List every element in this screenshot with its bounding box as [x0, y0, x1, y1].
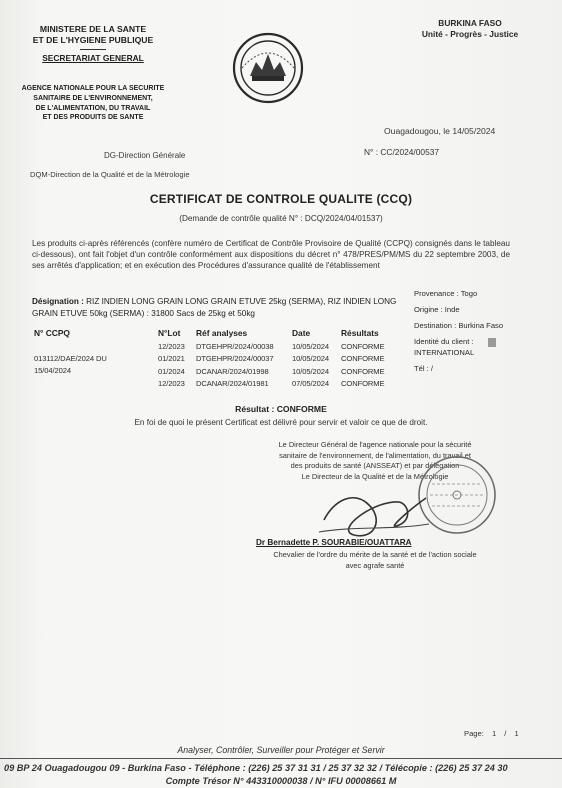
result-summary: Résultat : CONFORME	[235, 404, 327, 414]
request-number: (Demande de contrôle qualité N° : DCQ/2024/04/01537)	[179, 214, 383, 223]
page-number: Page: 1 / 1	[464, 729, 519, 738]
country-motto: Unité - Progrès - Justice	[421, 29, 519, 39]
authority-line-1: Le Directeur Général de l'agence nationale pour la sécurité	[278, 440, 472, 449]
destination: Destination : Burkina Faso	[414, 321, 504, 330]
intro-paragraph: Les produits ci-après référencés (confère numéro de Certificat de Contrôle Provisoire de Qualité (CCPQ) consignés dans le tableau ci-dessous), ont fait l'objet d'un contrôle conformément aux dispositions du décret n° 478/PRES/PM/MS du 22 septembre 2003, de ses arrêtés d'application; et en exécution des Procédures d'assurance qualité de l'établissement	[32, 239, 510, 270]
ref-1: DTGEHPR/2024/00038	[196, 342, 274, 351]
ministry-header	[18, 24, 168, 64]
footer-address: 09 BP 24 Ouagadougou 09 - Burkina Faso - Téléphone : (226) 25 37 31 31 / 25 37 32 32 / Télécopie : (226) 25 37 24 30	[4, 763, 508, 773]
date-3: 10/05/2024	[292, 367, 330, 376]
ministry-line-2: ET DE L'HYGIENE PUBLIQUE	[32, 35, 154, 45]
origine: Origine : Inde	[414, 305, 460, 314]
header-ccpq: N° CCPQ	[34, 328, 70, 338]
header-results: Résultats	[341, 328, 379, 338]
result-2: CONFORME	[341, 354, 385, 363]
telephone: Tél : /	[414, 364, 433, 373]
authority-line-3: des produits de santé (ANSSEAT) et par délégation	[290, 461, 460, 471]
dqm-label: DQM-Direction de la Qualité et de la Métrologie	[30, 170, 190, 179]
footer-motto: Analyser, Contrôler, Surveiller pour Protéger et Servir	[177, 745, 385, 755]
ccpq-line-2: 15/04/2024	[34, 366, 72, 375]
signatory-titles	[236, 550, 514, 571]
separator	[80, 49, 106, 50]
title-line-1: Chevalier de l'ordre du mérite de la santé et de l'action sociale	[273, 550, 477, 559]
agency-line-1: AGENCE NATIONALE POUR LA SECURITE	[21, 85, 165, 92]
header-ref: Réf analyses	[196, 328, 248, 338]
ministry-line-1: MINISTERE DE LA SANTE	[39, 24, 147, 34]
date-2: 10/05/2024	[292, 354, 330, 363]
authority-line-4: Le Directeur de la Qualité et de la Métrologie	[301, 471, 449, 481]
result-3: CONFORME	[341, 367, 385, 376]
client-identity	[414, 337, 496, 347]
agency-header	[10, 84, 176, 123]
certificate-number: N° : CC/2024/00537	[364, 147, 440, 157]
agency-logo	[232, 32, 304, 104]
designation	[32, 296, 402, 319]
agency-line-4: ET DES PRODUITS DE SANTE	[42, 114, 144, 122]
lot-1: 12/2023	[158, 342, 185, 351]
redacted-block	[488, 338, 496, 347]
client-identity-label: Identité du client :	[414, 337, 474, 346]
ccpq-line-1: 013112/DAE/2024 DU	[34, 354, 107, 363]
header-lot: N°Lot	[158, 328, 181, 338]
title-line-2: avec agrafe santé	[345, 560, 405, 570]
footer-divider	[0, 758, 562, 759]
ref-3: DCANAR/2024/01998	[196, 367, 269, 376]
designation-label: Désignation :	[32, 297, 84, 306]
agency-line-2: SANITAIRE DE L'ENVIRONNEMENT,	[33, 94, 153, 102]
authority-line-2: sanitaire de l'environnement, de l'alimentation, du travail et	[279, 450, 471, 460]
lot-2: 01/2021	[158, 354, 185, 363]
result-4: CONFORME	[341, 379, 385, 388]
date-4: 07/05/2024	[292, 379, 330, 388]
provenance: Provenance : Togo	[414, 289, 478, 298]
ref-4: DCANAR/2024/01981	[196, 379, 269, 388]
ref-2: DTGEHPR/2024/00037	[196, 354, 274, 363]
issue-date: Ouagadougou, le 14/05/2024	[384, 126, 496, 136]
header-date: Date	[292, 328, 311, 338]
signatory-name: Dr Bernadette P. SOURABIE/OUATTARA	[256, 538, 412, 547]
secretariat-label: SECRETARIAT GENERAL	[42, 53, 144, 63]
direction-label: DG-Direction Générale	[104, 151, 186, 160]
date-1: 10/05/2024	[292, 342, 330, 351]
agency-line-3: DE L'ALIMENTATION, DU TRAVAIL	[35, 104, 151, 112]
client-name: INTERNATIONAL	[414, 348, 475, 357]
result-1: CONFORME	[341, 342, 385, 351]
lot-4: 12/2023	[158, 379, 185, 388]
country-header	[400, 18, 540, 40]
designation-text: RIZ INDIEN LONG GRAIN LONG GRAIN ETUVE 25kg (SERMA), RIZ INDIEN LONG GRAIN ETUVE 50kg (SERMA) : 31800 Sacs de 25kg et 50kg	[32, 297, 397, 318]
lot-3: 01/2024	[158, 367, 185, 376]
document-title: CERTIFICAT DE CONTROLE QUALITE (CCQ)	[149, 192, 413, 206]
attestation-text: En foi de quoi le présent Certificat est délivré pour servir et valoir ce que de droit.	[134, 418, 428, 427]
footer-account: Compte Trésor N° 443310000038 / N° IFU 00008661 M	[165, 776, 397, 786]
country-name: BURKINA FASO	[438, 18, 502, 28]
